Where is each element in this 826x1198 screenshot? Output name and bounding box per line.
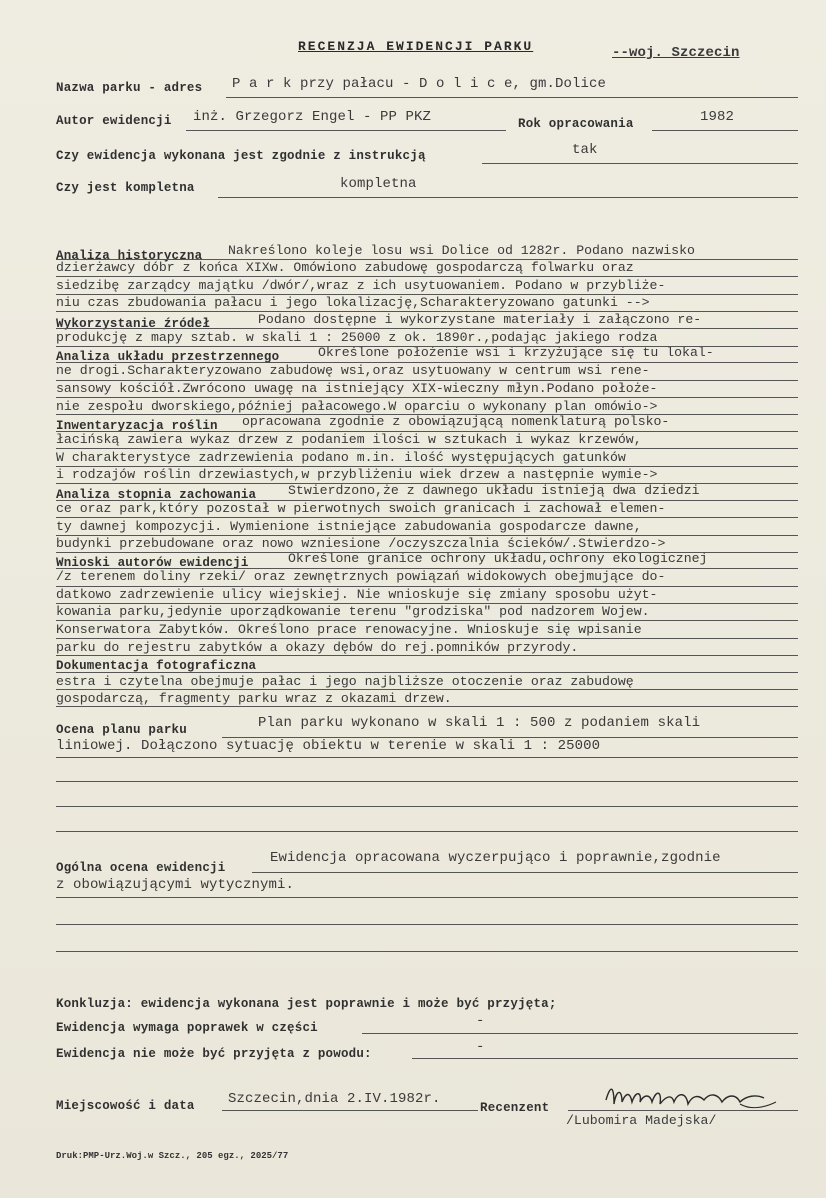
conclusion-accepted: Konkluzja: ewidencja wykonana jest poprawnie i może być przyjęta;	[56, 997, 557, 1011]
rule-line	[252, 872, 798, 873]
place-date-value: Szczecin,dnia 2.IV.1982r.	[228, 1091, 441, 1107]
form-title: RECENZJA EWIDENCJI PARKU	[298, 39, 534, 54]
spatial-label: Analiza układu przestrzennego	[56, 350, 280, 364]
rule-line	[56, 603, 798, 604]
rule-line	[56, 924, 798, 925]
rule-line	[56, 362, 798, 363]
plants-label: Inwentaryzacja roślin	[56, 419, 218, 433]
park-name-value: P a r k przy pałacu - D o l i c e, gm.Dolice	[232, 76, 607, 92]
preservation-line: ty dawnej kompozycji. Wymienione istniejące zabudowania gospodarcze dawne,	[56, 519, 642, 534]
year-label: Rok opracowania	[518, 117, 634, 131]
rule-line	[56, 294, 798, 295]
conclusions-line: parku do rejestru zabytków a okazy dębów do rej.pomników przyrody.	[56, 640, 579, 655]
historical-line: Nakreślono koleje losu wsi Dolice od 1282r. Podano nazwisko	[228, 243, 695, 258]
preservation-line: ce oraz park,który pozostał w pierwotnych swoich granicach i zachował elemen-	[56, 501, 666, 516]
park-name-line	[226, 97, 798, 98]
plants-line: opracowana zgodnie z obowiązującą nomenklaturą polsko-	[242, 414, 670, 429]
rule-line	[56, 276, 798, 277]
rule-line	[56, 831, 798, 832]
instruction-label: Czy ewidencja wykonana jest zgodnie z instrukcją	[56, 149, 426, 163]
reviewer-name: /Lubomira Madejska/	[566, 1113, 717, 1128]
plants-line: łacińską zawiera wykaz drzew z podaniem ilości w sztukach i wykaz krzewów,	[56, 432, 642, 447]
historical-line: dzierżawcy dóbr z końca XIXw. Omówiono zabudowę gospodarczą folwarku oraz	[56, 260, 634, 275]
instruction-line	[482, 163, 798, 164]
photo-line: estra i czytelna obejmuje pałac i jego najbliższe otoczenie oraz zabudowę	[56, 674, 634, 689]
rule-line	[56, 328, 798, 329]
preservation-line: budynki przebudowane oraz nowo wzniesione /oczyszczalnia ścieków/.Stwierdzo->	[56, 536, 666, 551]
author-label: Autor ewidencji	[56, 114, 172, 128]
author-line	[186, 130, 506, 131]
spatial-line: nie zespołu dworskiego,później pałacowego.W oparciu o wykonany plan omówio->	[56, 399, 658, 414]
park-name-label: Nazwa parku - adres	[56, 81, 203, 95]
conclusion-rejected-value: -	[476, 1039, 485, 1055]
overall-label: Ogólna ocena ewidencji	[56, 861, 226, 875]
rule-line	[56, 483, 798, 484]
conclusion-corrections-value: -	[476, 1013, 485, 1029]
conclusion-corrections-label: Ewidencja wymaga poprawek w części	[56, 1021, 318, 1035]
rule-line	[222, 1110, 478, 1111]
plan-line: Plan parku wykonano w skali 1 : 500 z podaniem skali	[258, 715, 701, 731]
author-value: inż. Grzegorz Engel - PP PKZ	[193, 109, 432, 125]
rule-line	[56, 620, 798, 621]
overall-line: Ewidencja opracowana wyczerpująco i poprawnie,zgodnie	[270, 850, 721, 866]
instruction-value: tak	[572, 142, 598, 158]
rule-line	[56, 311, 798, 312]
plan-line: liniowej. Dołączono sytuację obiektu w terenie w skali 1 : 25000	[56, 738, 601, 754]
rule-line	[56, 552, 798, 553]
rule-line	[412, 1058, 798, 1059]
rule-line	[56, 466, 798, 467]
rule-line	[56, 380, 798, 381]
rule-line	[56, 259, 798, 260]
rule-line	[56, 638, 798, 639]
rule-line	[56, 897, 798, 898]
rule-line	[56, 586, 798, 587]
rule-line	[56, 500, 798, 501]
reviewer-label: Recenzent	[480, 1101, 550, 1115]
historical-label: Analiza historyczna	[56, 249, 203, 263]
plants-line: i rodzajów roślin drzewiastych,w przybliżeniu wiek drzew a następnie wymie->	[56, 467, 658, 482]
spatial-line: sansowy kościół.Zwrócono uwagę na istniejący XIX-wieczny młyn.Podano położe-	[56, 381, 658, 396]
complete-label: Czy jest kompletna	[56, 181, 195, 195]
region: --woj. Szczecin	[612, 45, 740, 61]
rule-line	[56, 448, 798, 449]
year-line	[652, 130, 798, 131]
rule-line	[56, 781, 798, 782]
preservation-line: Stwierdzono,że z dawnego układu istnieją dwa dziedzi	[288, 483, 700, 498]
rule-line	[56, 757, 798, 758]
complete-value: kompletna	[340, 176, 417, 192]
conclusion-rejected-label: Ewidencja nie może być przyjęta z powodu:	[56, 1047, 372, 1061]
rule-line	[56, 346, 798, 347]
preservation-label: Analiza stopnia zachowania	[56, 488, 257, 502]
sources-line: produkcję z mapy sztab. w skali 1 : 25000 z ok. 1890r.,podając jakiego rodza	[56, 330, 658, 345]
plan-label: Ocena planu parku	[56, 723, 187, 737]
rule-line	[56, 655, 798, 656]
rule-line	[362, 1033, 798, 1034]
signature	[600, 1082, 790, 1118]
photo-label: Dokumentacja fotograficzna	[56, 659, 257, 673]
place-date-label: Miejscowość i data	[56, 1099, 195, 1113]
rule-line	[56, 951, 798, 952]
rule-line	[56, 568, 798, 569]
print-info: Druk:PMP-Urz.Woj.w Szcz., 205 egz., 2025/77	[56, 1151, 289, 1161]
complete-line	[218, 197, 798, 198]
sources-label: Wykorzystanie źródeł	[56, 317, 211, 331]
rule-line	[56, 672, 798, 673]
conclusions-line: Konserwatora Zabytków. Określono prace renowacyjne. Wnioskuje się wpisanie	[56, 622, 642, 637]
conclusions-line: datkowo zadrzewienie ulicy wiejskiej. Nie wnioskuje się zmiany sposobu użyt-	[56, 587, 658, 602]
overall-line: z obowiązującymi wytycznymi.	[56, 877, 295, 893]
conclusions-line: kowania parku,jedynie uporządkowanie terenu "grodziska" pod nadzorem Wojew.	[56, 604, 650, 619]
spatial-line: Określone położenie wsi i krzyżujące się tu lokal-	[318, 345, 714, 360]
rule-line	[56, 517, 798, 518]
conclusions-line: /z terenem doliny rzeki/ oraz zewnętrznych powiązań widokowych obejmujące do-	[56, 569, 666, 584]
rule-line	[56, 535, 798, 536]
year-value: 1982	[700, 109, 735, 125]
rule-line	[56, 431, 798, 432]
spatial-line: ne drogi.Scharakteryzowano zabudowę wsi,oraz usytuowany w centrum wsi rene-	[56, 363, 650, 378]
historical-line: siedzibę zarządcy majątku /dwór/,wraz z ich usytuowaniem. Podano w przybliże-	[56, 278, 666, 293]
rule-line	[56, 397, 798, 398]
rule-line	[56, 414, 798, 415]
historical-line: niu czas zbudowania pałacu i jego lokalizację,Scharakteryzowano gatunki -->	[56, 295, 650, 310]
photo-line: gospodarczą, fragmenty parku wraz z okazami drzew.	[56, 691, 452, 706]
conclusions-label: Wnioski autorów ewidencji	[56, 556, 249, 570]
rule-line	[56, 706, 798, 707]
rule-line	[56, 689, 798, 690]
plants-line: W charakterystyce zadrzewienia podano m.in. ilość występujących gatunków	[56, 450, 626, 465]
conclusions-line: Określone granice ochrony układu,ochrony ekologicznej	[288, 551, 708, 566]
sources-line: Podano dostępne i wykorzystane materiały i załączono re-	[258, 312, 702, 327]
rule-line	[56, 806, 798, 807]
